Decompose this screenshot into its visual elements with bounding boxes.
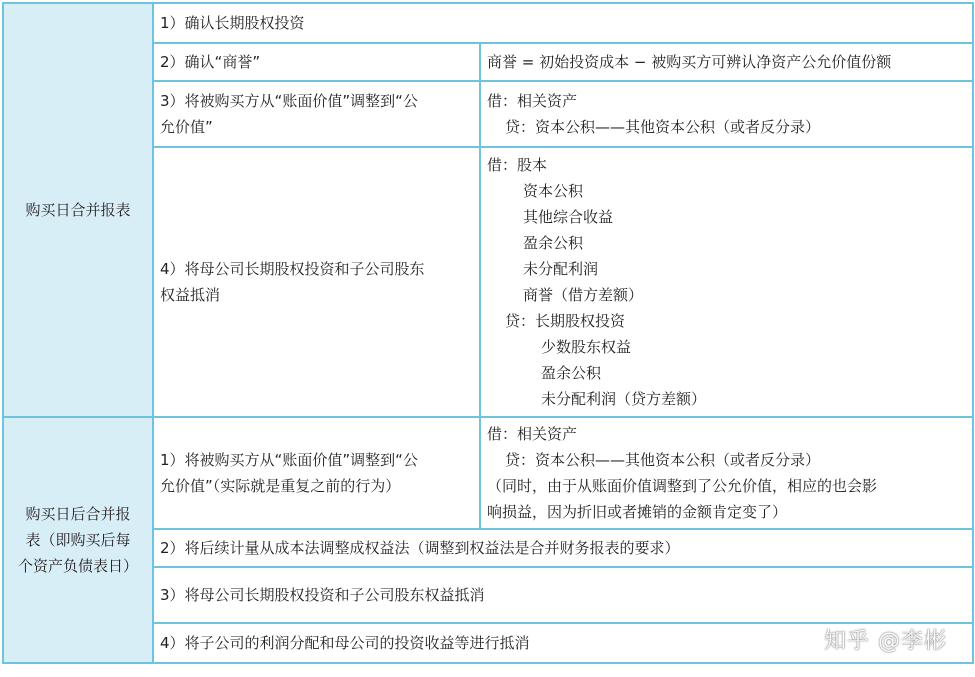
entry-line: 贷：长期股权投资 <box>505 312 626 330</box>
category-label: 表（即购买后每 <box>25 531 131 549</box>
entry-line: 未分配利润 <box>523 260 599 278</box>
entry-line: 盈余公积 <box>523 234 584 252</box>
step-text: 1）确认长期股权投资 <box>160 14 305 32</box>
entry-line: 贷：资本公积——其他资本公积（或者反分录） <box>505 451 821 469</box>
accounting-table <box>2 2 974 664</box>
entry-line: 借：相关资产 <box>487 92 578 110</box>
step-text: 1）将被购买方从“账面价值”调整到“公 <box>160 451 418 469</box>
step-text: 4）将子公司的利润分配和母公司的投资收益等进行抵消 <box>160 634 530 652</box>
step-text: 权益抵消 <box>160 286 221 304</box>
entry-line: 未分配利润（贷方差额） <box>541 390 707 408</box>
entry-line: 资本公积 <box>523 182 584 200</box>
entry-cell <box>480 81 973 147</box>
step-cell <box>153 81 480 147</box>
step-cell <box>153 3 973 43</box>
step-cell <box>153 567 973 623</box>
step-cell <box>153 147 480 417</box>
category-label: 个资产负债表日） <box>17 557 138 575</box>
entry-cell <box>480 417 973 529</box>
entry-line: 少数股东权益 <box>541 338 632 356</box>
entry-cell <box>480 43 973 81</box>
table-row <box>3 3 973 43</box>
step-cell <box>153 417 480 529</box>
entry-line: 借：相关资产 <box>487 425 578 443</box>
category-label: 购买日后合并报 <box>25 505 131 523</box>
table-row <box>3 417 973 529</box>
entry-text: 商誉 = 初始投资成本 − 被购买方可辨认净资产公允价值份额 <box>487 53 892 71</box>
step-text: 允价值” <box>160 118 213 136</box>
entry-line: 贷：资本公积——其他资本公积（或者反分录） <box>505 118 821 136</box>
step-text: 3）将被购买方从“账面价值”调整到“公 <box>160 92 418 110</box>
step-text: 2）将后续计量从成本法调整成权益法（调整到权益法是合并财务报表的要求） <box>160 539 680 557</box>
category-label: 购买日合并报表 <box>25 201 131 219</box>
step-cell <box>153 43 480 81</box>
entry-line: 商誉（借方差额） <box>523 286 644 304</box>
step-cell <box>153 529 973 567</box>
step-text: 2）确认“商誉” <box>160 53 261 71</box>
entry-line: 响损益，因为折旧或者摊销的金额肯定变了） <box>487 503 788 521</box>
category-cell-post-purchase <box>3 417 153 663</box>
category-cell-purchase-date <box>3 3 153 417</box>
watermark: 知乎 @李彬 <box>824 629 947 654</box>
step-text: 4）将母公司长期股权投资和子公司股东 <box>160 260 425 278</box>
entry-line: 其他综合收益 <box>523 208 614 226</box>
entry-line: （同时，由于从账面价值调整到了公允价值，相应的也会影 <box>487 477 878 495</box>
step-text: 3）将母公司长期股权投资和子公司股东权益抵消 <box>160 586 485 604</box>
entry-cell <box>480 147 973 417</box>
entry-line: 盈余公积 <box>541 364 602 382</box>
entry-line: 借：股本 <box>487 156 548 174</box>
step-text: 允价值”（实际就是重复之前的行为） <box>160 477 401 495</box>
